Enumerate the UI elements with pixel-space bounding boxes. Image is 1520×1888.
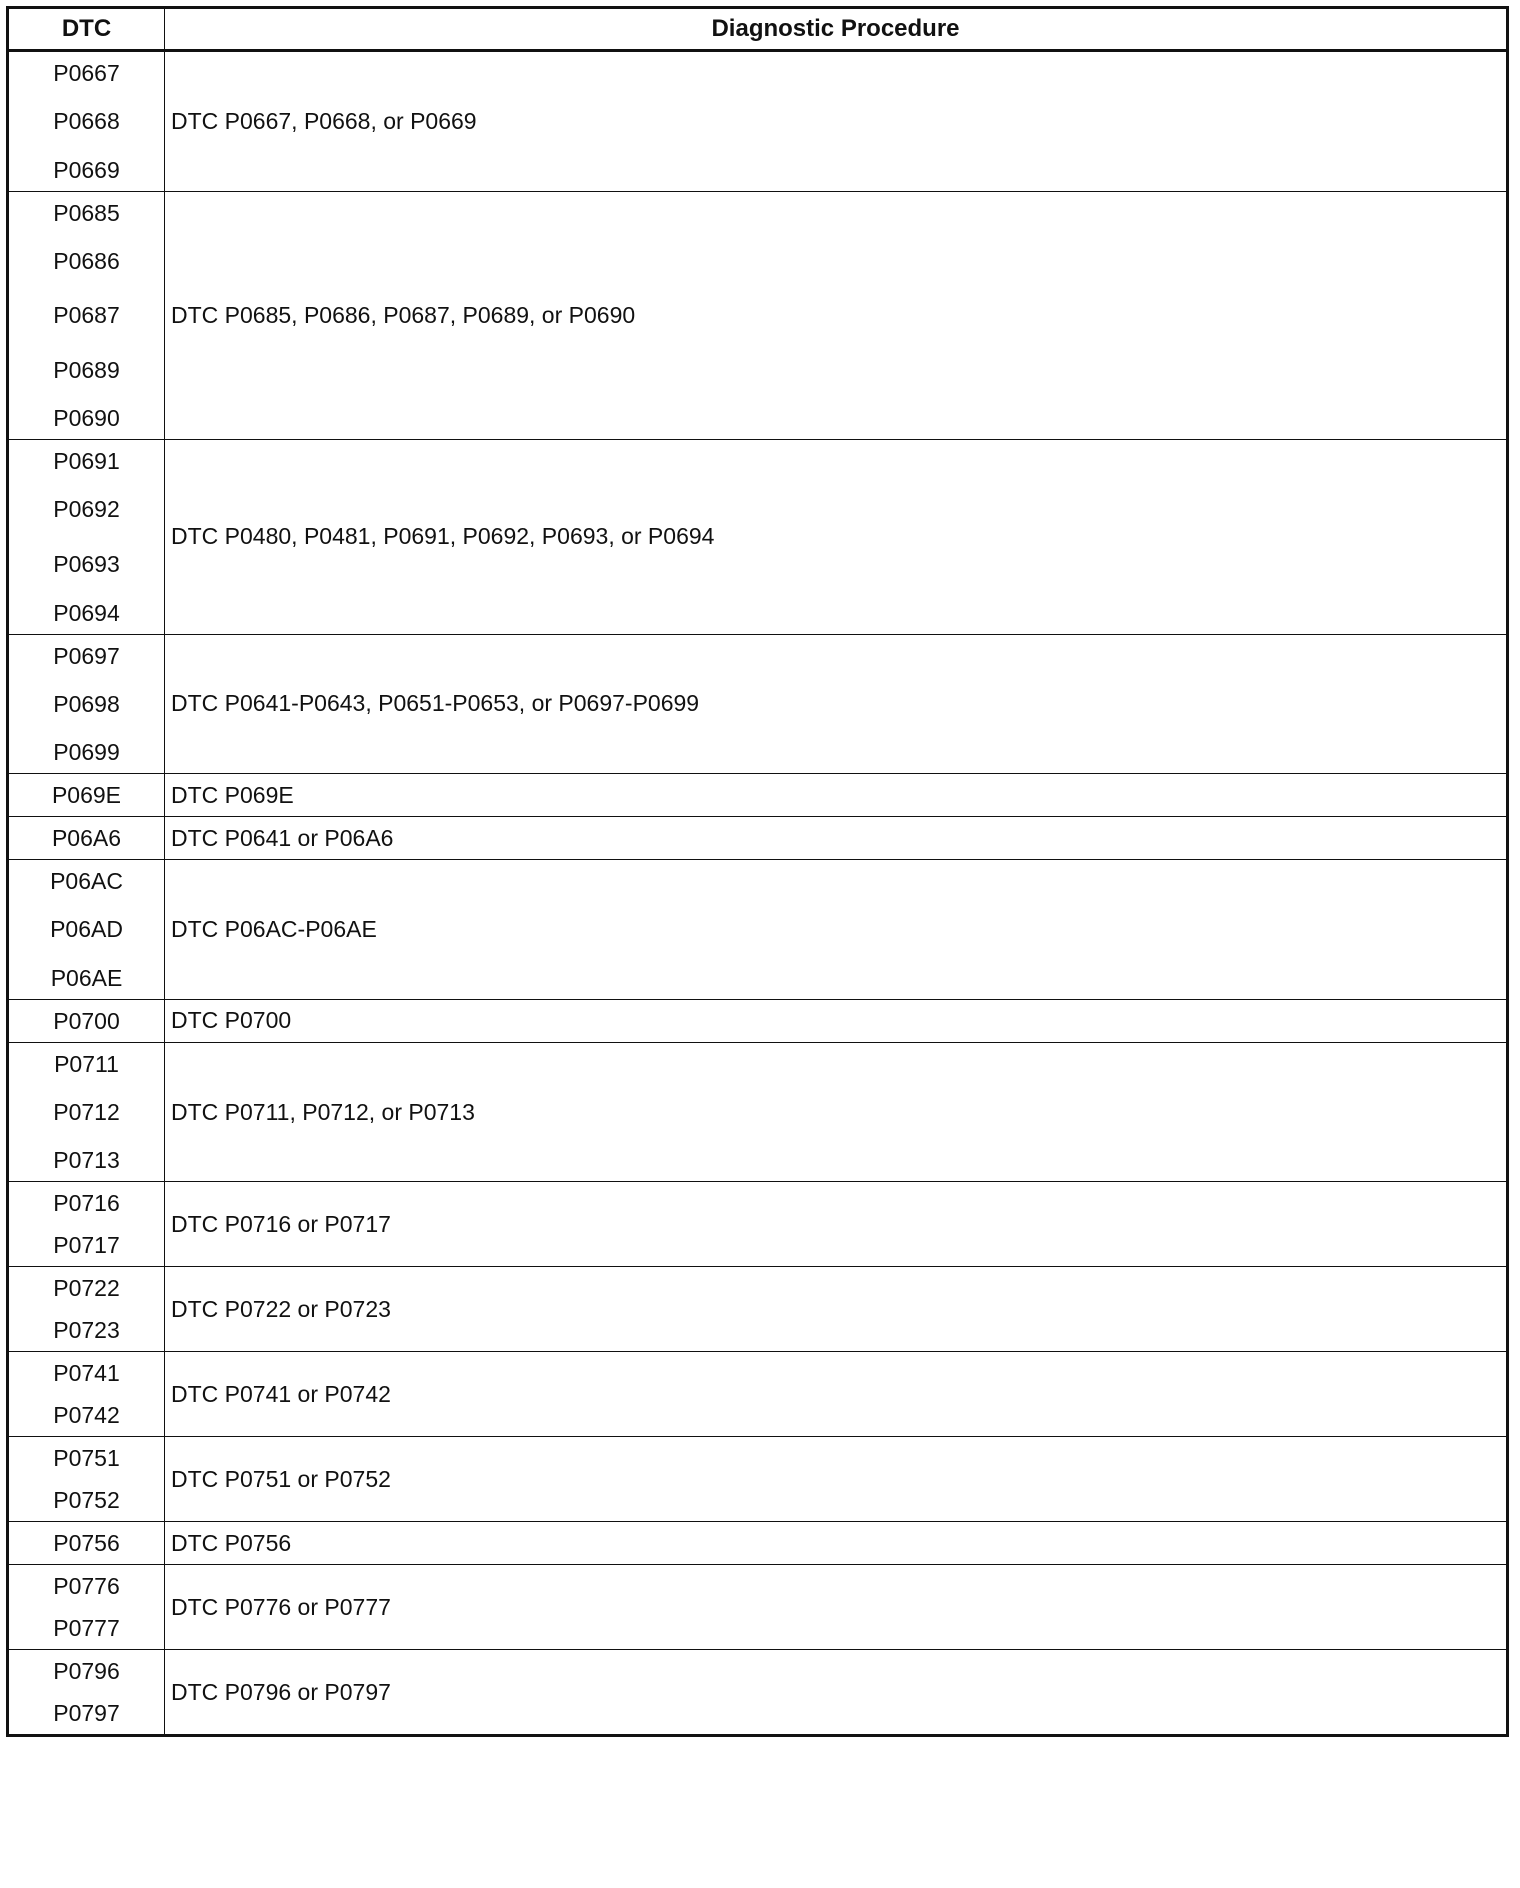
table-row [8,1650,1508,1736]
diagnostic-procedure-link-text: DTC P0776 or P0777 [171,1593,391,1620]
dtc-codes-cell [8,817,165,860]
diagnostic-procedure-link-text: DTC P0700 [171,1007,292,1034]
dtc-code: P0797 [53,1700,120,1727]
dtc-code: P0669 [53,156,120,183]
table-row [8,774,1508,817]
dtc-codes-cell [8,774,165,817]
dtc-code: P0692 [53,496,120,523]
dtc-code: P0685 [53,199,120,226]
dtc-code: P0713 [53,1147,120,1174]
diagnostic-procedure-cell [165,51,1508,192]
dtc-code: P0687 [53,302,120,329]
diagnostic-procedure-link-text: DTC P0711, P0712, or P0713 [171,1098,475,1125]
dtc-code: P0686 [53,247,120,274]
table-row [8,999,1508,1042]
header-diagnostic-procedure: Diagnostic Procedure [165,8,1508,51]
dtc-procedure-table [6,6,1509,1737]
diagnostic-procedure-cell [165,999,1508,1042]
table-row [8,1042,1508,1182]
dtc-codes-cell [8,1042,165,1182]
dtc-code: P06AD [50,916,123,943]
dtc-code: P0698 [53,690,120,717]
diagnostic-procedure-cell [165,817,1508,860]
dtc-code: P06A6 [51,825,122,852]
diagnostic-procedure-link-text: DTC P0756 [171,1529,292,1556]
diagnostic-procedure-cell [165,191,1508,440]
dtc-codes-cell [8,51,165,192]
dtc-codes-cell [8,1650,165,1736]
dtc-code: P0700 [53,1007,120,1034]
table-row [8,1437,1508,1522]
table-body [8,51,1508,1736]
dtc-code: P06AC [50,868,123,895]
dtc-codes-cell [8,1522,165,1565]
dtc-code: P0741 [53,1360,120,1387]
dtc-code: P06AE [50,964,123,991]
dtc-code: P0712 [53,1098,120,1125]
diagnostic-procedure-cell [165,860,1508,1000]
diagnostic-procedure-link-text: DTC P0480, P0481, P0691, P0692, P0693, or P0694 [171,523,715,550]
diagnostic-procedure-link-text: DTC P0641-P0643, P0651-P0653, or P0697-P0699 [171,690,700,717]
diagnostic-procedure-link-text: DTC P0722 or P0723 [171,1295,391,1322]
diagnostic-procedure-link-text: DTC P0741 or P0742 [171,1380,391,1407]
dtc-code: P0752 [53,1487,120,1514]
dtc-codes-cell [8,860,165,1000]
diagnostic-procedure-link-text: DTC P069E [171,781,294,808]
dtc-code: P0667 [53,60,120,86]
dtc-code: P0742 [53,1402,120,1429]
dtc-code: P0668 [53,108,120,134]
dtc-codes-cell [8,440,165,634]
dtc-code: P0711 [54,1050,119,1077]
dtc-codes-cell [8,999,165,1042]
table-row [8,1522,1508,1565]
table-row [8,440,1508,634]
dtc-code: P0722 [53,1275,120,1302]
dtc-code: P0690 [53,405,120,432]
dtc-codes-cell [8,1565,165,1650]
dtc-code: P0691 [53,448,120,475]
diagnostic-procedure-cell [165,1267,1508,1352]
dtc-codes-cell [8,1182,165,1267]
table-row [8,817,1508,860]
diagnostic-procedure-link-text: DTC P06AC-P06AE [171,915,377,942]
diagnostic-procedure-cell [165,774,1508,817]
diagnostic-procedure-cell [165,1437,1508,1522]
dtc-code: P0716 [53,1190,120,1217]
dtc-code: P0756 [53,1530,120,1557]
diagnostic-procedure-cell [165,1042,1508,1182]
dtc-codes-cell [8,1437,165,1522]
dtc-code: P0697 [53,642,120,669]
diagnostic-procedure-cell [165,440,1508,634]
dtc-codes-cell [8,1267,165,1352]
table-row [8,51,1508,192]
dtc-codes-cell [8,1352,165,1437]
dtc-code: P069E [51,782,122,809]
dtc-code: P0776 [53,1573,120,1600]
diagnostic-procedure-cell [165,1182,1508,1267]
dtc-code: P0694 [53,599,120,626]
dtc-code: P0699 [53,739,120,766]
diagnostic-procedure-link-text: DTC P0796 or P0797 [171,1678,391,1705]
diagnostic-procedure-cell [165,634,1508,774]
dtc-code: P0777 [53,1615,120,1642]
table-row [8,1182,1508,1267]
diagnostic-procedure-link-text: DTC P0667, P0668, or P0669 [171,107,477,134]
dtc-code: P0689 [53,356,120,383]
diagnostic-procedure-cell [165,1522,1508,1565]
table-row [8,1267,1508,1352]
dtc-code: P0693 [53,550,120,577]
diagnostic-procedure-link-text: DTC P0716 or P0717 [171,1210,391,1237]
table-header-row [8,8,1508,51]
table-row [8,1352,1508,1437]
table-row [8,860,1508,1000]
dtc-code: P0796 [53,1658,120,1685]
dtc-code: P0751 [53,1445,120,1472]
diagnostic-procedure-cell [165,1650,1508,1736]
diagnostic-procedure-link-text: DTC P0641 or P06A6 [171,824,394,851]
dtc-codes-cell [8,191,165,440]
dtc-codes-cell [8,634,165,774]
table-row [8,1565,1508,1650]
table-row [8,191,1508,440]
dtc-code: P0723 [53,1317,120,1344]
dtc-code: P0717 [53,1232,120,1259]
table-row [8,634,1508,774]
header-dtc: DTC [8,8,165,51]
diagnostic-procedure-link-text: DTC P0685, P0686, P0687, P0689, or P0690 [171,301,636,328]
diagnostic-procedure-cell [165,1352,1508,1437]
diagnostic-procedure-link-text: DTC P0751 or P0752 [171,1465,391,1492]
diagnostic-procedure-cell [165,1565,1508,1650]
